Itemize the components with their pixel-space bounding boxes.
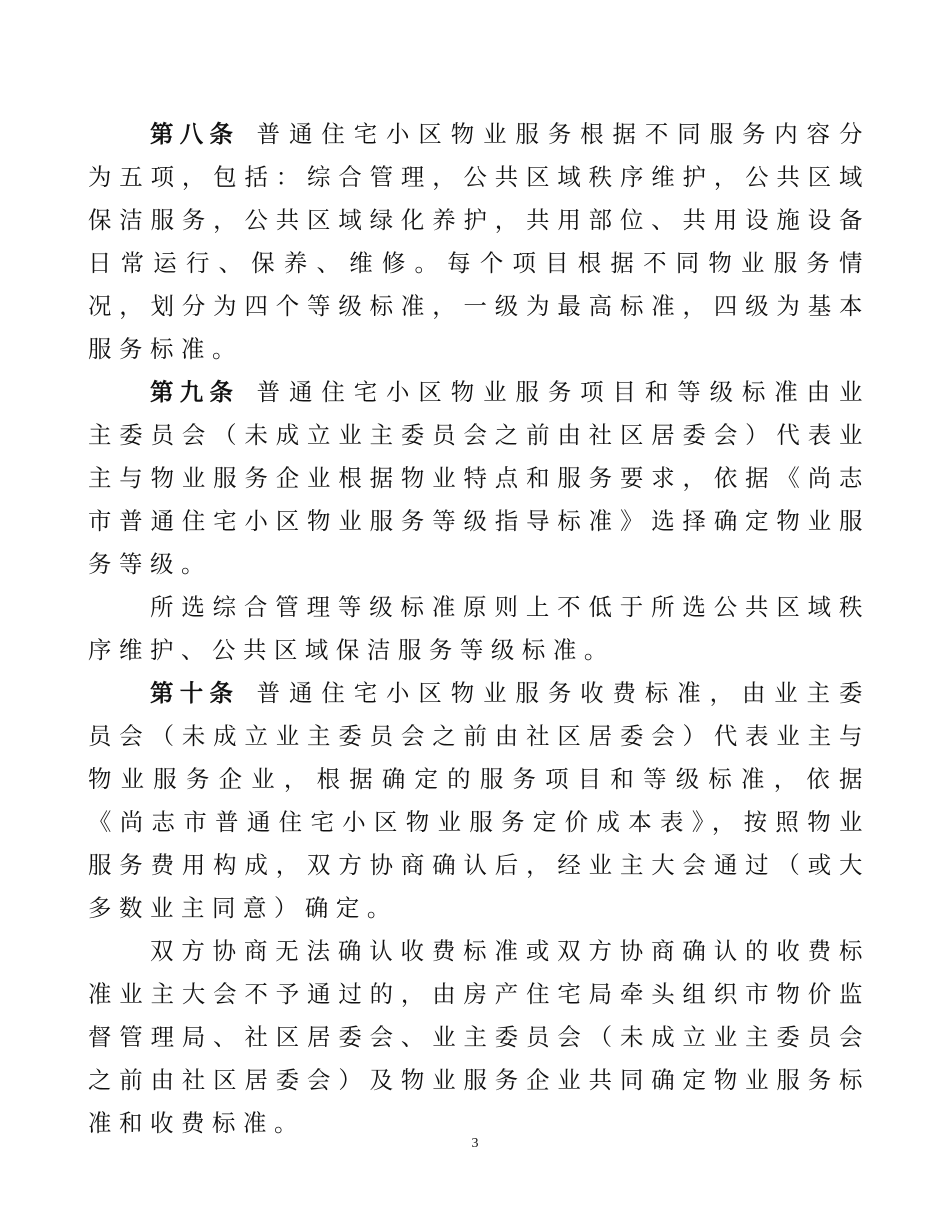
article-8-heading: 第八条 (150, 120, 240, 148)
article-10-text: 普通住宅小区物业服务收费标准，由业主委员会（未成立业主委员会之前由社区居委会）代表业主与物业服务企业，根据确定的服务项目和等级标准，依据《尚志市普通住宅小区物业服务定价成本表》，按照物业服务费用构成，双方协商确认后，经业主大会通过（或大多数业主同意）确定。 (88, 679, 870, 922)
article-9-text: 普通住宅小区物业服务项目和等级标准由业主委员会（未成立业主委员会之前由社区居委会）代表业主与物业服务企业根据物业特点和服务要求，依据《尚志市普通住宅小区物业服务等级指导标准》选择确定物业服务等级。 (88, 378, 870, 578)
article-9-heading: 第九条 (150, 378, 240, 406)
article-8-paragraph (88, 113, 870, 371)
article-9-supplement-text: 所选综合管理等级标准原则上不低于所选公共区域秩序维护、公共区域保洁服务等级标准。 (88, 593, 870, 664)
article-10-paragraph (88, 672, 870, 930)
article-8-text: 普通住宅小区物业服务根据不同服务内容分为五项，包括：综合管理，公共区域秩序维护，公共区域保洁服务，公共区域绿化养护，共用部位、共用设施设备日常运行、保养、维修。每个项目根据不同物业服务情况，划分为四个等级标准，一级为最高标准，四级为基本服务标准。 (88, 120, 870, 363)
page-number: 3 (471, 1136, 479, 1151)
article-9-supplement-paragraph (88, 586, 870, 672)
article-10-supplement-text: 双方协商无法确认收费标准或双方协商确认的收费标准业主大会不予通过的，由房产住宅局牵头组织市物价监督管理局、社区居委会、业主委员会（未成立业主委员会之前由社区居委会）及物业服务企业共同确定物业服务标准和收费标准。 (88, 937, 870, 1137)
article-10-heading: 第十条 (150, 679, 240, 707)
document-body (88, 113, 870, 1145)
article-10-supplement-paragraph (88, 930, 870, 1145)
article-9-paragraph (88, 371, 870, 586)
